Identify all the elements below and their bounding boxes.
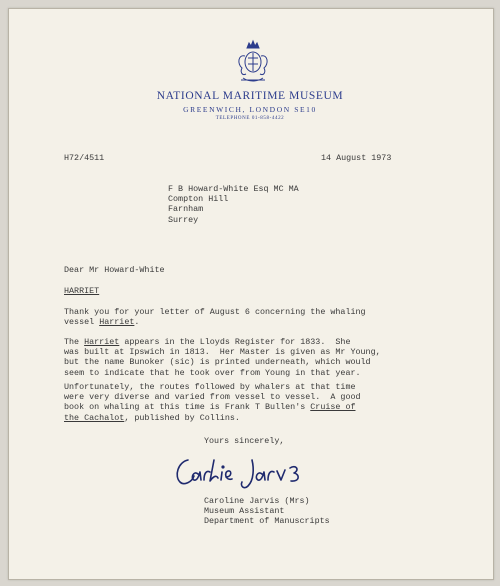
closing: Yours sincerely,	[204, 436, 285, 446]
text-fragment: , published by Collins.	[124, 412, 240, 423]
text-fragment: book on whaling at this time is Frank T Bullen's	[64, 402, 311, 413]
paragraph-1	[64, 307, 366, 327]
text-line	[64, 337, 381, 347]
text-line: were very diverse and varied from vessel to vessel. A good	[64, 392, 361, 403]
signatory-department: Department of Manuscripts	[204, 516, 330, 527]
text-fragment: vessel	[64, 317, 100, 328]
text-line: Thank you for your letter of August 6 concerning the whaling	[64, 307, 366, 317]
text-fragment: .	[134, 317, 140, 328]
text-line: Unfortunately, the routes followed by whalers at that time	[64, 382, 356, 392]
recipient-line: Farnham	[168, 204, 204, 215]
book-title: the Cachalot	[64, 412, 125, 423]
text-line	[64, 413, 361, 423]
recipient-line: Compton Hill	[168, 194, 229, 205]
recipient-line: F B Howard-White Esq MC MA	[168, 184, 299, 194]
recipient-address	[168, 184, 299, 225]
museum-name: NATIONAL MARITIME MUSEUM	[156, 90, 344, 102]
text-fragment: appears in the Lloyds Register for 1833. She	[119, 337, 351, 347]
paragraph-3	[64, 382, 361, 423]
text-line: but the name Bunoker (sic) is printed underneath, which would	[64, 357, 371, 368]
signatory-name: Caroline Jarvis (Mrs)	[204, 496, 310, 506]
recipient-line: Surrey	[168, 214, 199, 225]
vessel-name: Harriet	[99, 317, 135, 328]
book-title: Cruise of	[310, 402, 356, 413]
signatory-title: Museum Assistant	[204, 506, 285, 517]
handwritten-signature	[170, 448, 320, 492]
paragraph-2	[64, 337, 381, 378]
signatory-block	[204, 496, 330, 527]
text-line: was built at Ipswich in 1813. Her Master is given as Mr Young,	[64, 347, 381, 358]
letter-date: 14 August 1973	[321, 153, 392, 163]
text-line: seem to indicate that he took over from Young in that year.	[64, 367, 361, 378]
royal-crest-icon	[233, 38, 273, 86]
text-line	[64, 317, 366, 327]
subject-line: HARRIET	[64, 286, 100, 296]
reference-number: H72/4511	[64, 153, 105, 163]
vessel-name: Harriet	[84, 337, 120, 347]
salutation: Dear Mr Howard-White	[64, 265, 165, 275]
museum-telephone: TELEPHONE 01-858-4422	[215, 116, 285, 121]
museum-address: GREENWICH, LONDON SE10	[183, 105, 317, 114]
text-line	[64, 402, 361, 412]
text-fragment: The	[64, 337, 85, 347]
